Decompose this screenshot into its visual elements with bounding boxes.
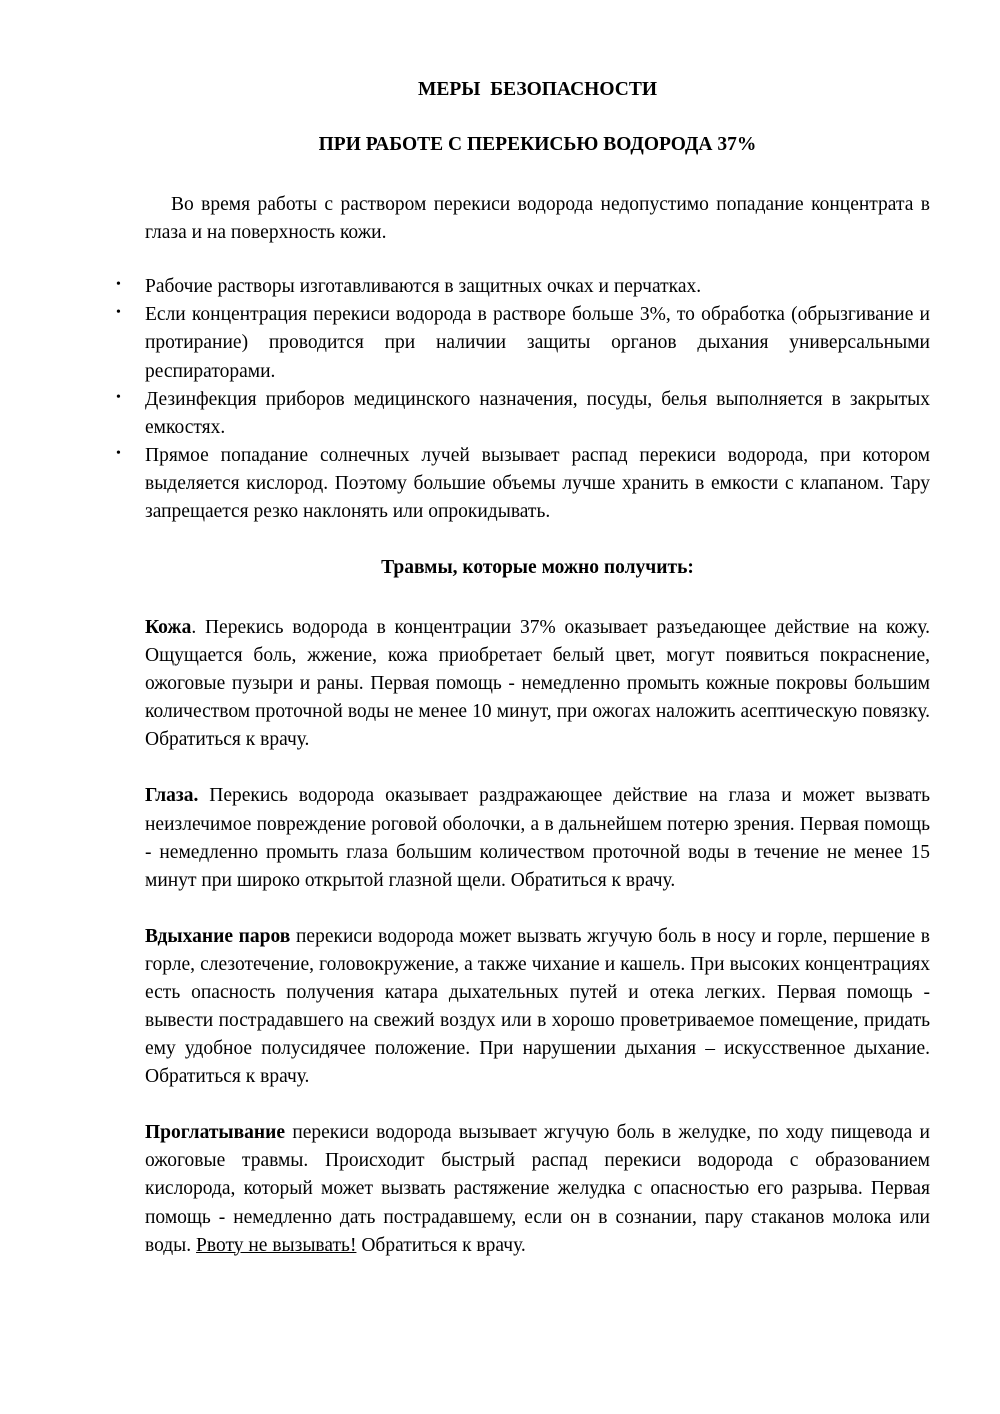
section-inhalation-lead: Вдыхание паров: [145, 925, 291, 947]
bullet-icon: •: [116, 444, 121, 461]
document-title: МЕРЫ БЕЗОПАСНОСТИ: [417, 79, 657, 100]
section-skin-body: . Перекись водорода в концентрации 37% оказывает разъедающее действие на кожу. Ощущается боль, жжение, кожа приобретает белый цвет, могут появиться покраснение, ожоговые пузыри и раны. Первая помощь - немедленно промыть кожные покровы большим количеством проточной воды не менее 10 минут, при ожогах наложить асептическую повязку. Обратиться к врачу.: [145, 617, 930, 751]
section-ingestion-lead: Проглатывание: [145, 1122, 286, 1144]
section-inhalation: [145, 923, 930, 1091]
section-ingestion-tail: Обратиться к врачу.: [356, 1234, 526, 1256]
bullet-icon: •: [116, 276, 121, 293]
section-inhalation-body: перекиси водорода может вызвать жгучую боль в носу и горле, першение в горле, слезотечение, головокружение, а также чихание и кашель. При высоких концентрациях есть опасность получения катара дыхательных путей и отека легких. Первая помощь - вывести пострадавшего на свежий воздух или в хорошо проветриваемое помещение, придать ему удобное полусидячее положение. При нарушении дыхания – искусственное дыхание. Обратиться к врачу.: [145, 925, 931, 1088]
document-subtitle: ПРИ РАБОТЕ С ПЕРЕКИСЬЮ ВОДОРОДА 37%: [318, 134, 757, 156]
safety-bullet-text-2: Если концентрация перекиси водорода в растворе больше 3%, то обработка (обрызгивание и протирание) проводится при наличии защиты органов дыхания универсальными респираторами.: [145, 304, 930, 382]
section-ingestion-underlined-warning: Рвоту не вызывать!: [196, 1234, 357, 1256]
section-ingestion-body: перекиси водорода вызывает жгучую боль в желудке, по ходу пищевода и ожоговые травмы. Происходит быстрый распад перекиси водорода с образованием кислорода, который может вызвать растяжение желудка с опасностью его разрыва. Первая помощь - немедленно дать пострадавшему, если он в сознании, пару стаканов молока или воды.: [145, 1122, 930, 1256]
safety-bullet-item-2: [116, 301, 930, 385]
section-skin: [145, 614, 930, 754]
safety-bullet-item-4: [116, 442, 930, 526]
intro-paragraph: Во время работы с раствором перекиси водорода недопустимо попадание концентрата в глаза и на поверхность кожи.: [145, 194, 930, 244]
section-eyes-body: Перекись водорода оказывает раздражающее действие на глаза и может вызвать неизлечимое повреждение роговой оболочки, а в дальнейшем потерю зрения. Первая помощь - немедленно промыть глаза большим количеством проточной воды в течение не менее 15 минут при широко открытой глазной щели. Обратиться к врачу.: [145, 785, 930, 891]
section-ingestion: [145, 1119, 930, 1259]
section-skin-lead: Кожа: [145, 617, 192, 639]
safety-bullet-text-4: Прямое попадание солнечных лучей вызывает распад перекиси водорода, при котором выделяется кислород. Поэтому большие объемы лучше хранить в емкости с клапаном. Тару запрещается резко наклонять или опрокидывать.: [145, 444, 930, 522]
safety-bullet-item-1: [116, 273, 930, 301]
safety-bullet-list: [116, 273, 930, 526]
safety-bullet-text-3: Дезинфекция приборов медицинского назначения, посуды, белья выполняется в закрытых емкостях.: [145, 388, 930, 438]
bullet-icon: •: [116, 304, 121, 321]
bullet-icon: •: [116, 388, 121, 405]
section-eyes: [145, 782, 930, 894]
section-eyes-lead: Глаза.: [145, 785, 199, 807]
safety-bullet-item-3: [116, 386, 930, 442]
safety-bullet-text-1: Рабочие растворы изготавливаются в защитных очках и перчатках.: [145, 276, 702, 298]
injuries-heading: Травмы, которые можно получить:: [381, 557, 694, 579]
